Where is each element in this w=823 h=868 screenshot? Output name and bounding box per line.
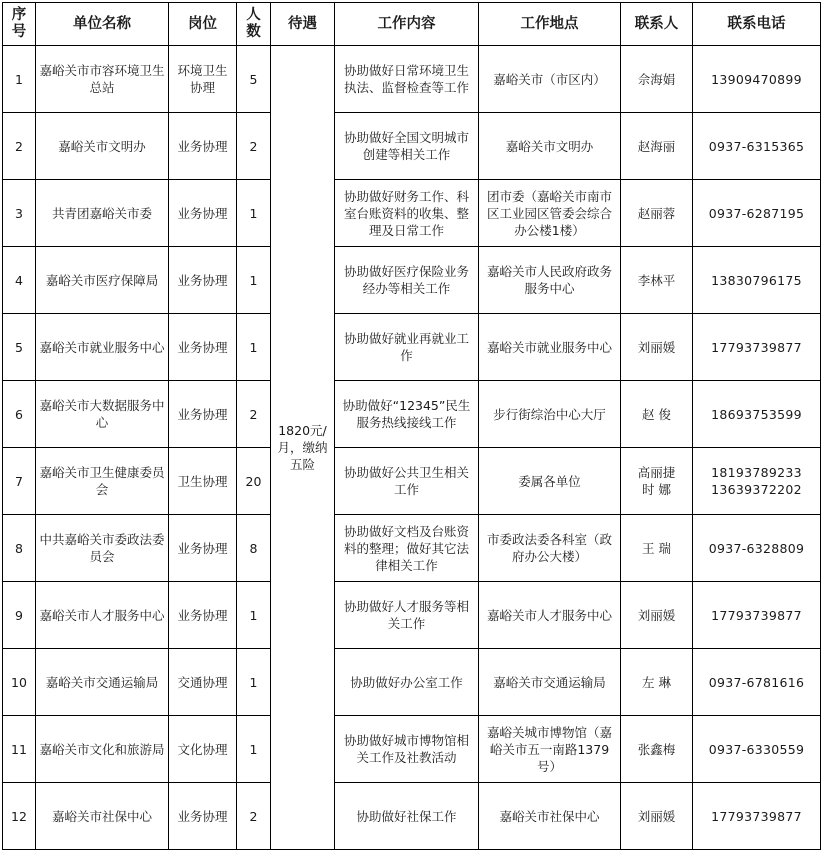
phone-line: 13639372202 [711, 482, 802, 497]
cell-post: 环境卫生协理 [169, 46, 237, 113]
cell-count: 2 [237, 381, 271, 448]
table-row [3, 783, 821, 850]
cell-phone [693, 448, 821, 515]
table-row [3, 314, 821, 381]
cell-content: 协助做好办公室工作 [335, 649, 479, 716]
cell-location: 嘉峪关市人民政府政务服务中心 [479, 247, 621, 314]
cell-post: 业务协理 [169, 314, 237, 381]
cell-location: 嘉峪关城市博物馆（嘉峪关市五一南路1379号） [479, 716, 621, 783]
table-row [3, 381, 821, 448]
table-row [3, 46, 821, 113]
contact-line: 时 娜 [642, 482, 671, 497]
cell-phone: 0937-6328809 [693, 515, 821, 582]
cell-post: 业务协理 [169, 247, 237, 314]
phone-line: 18193789233 [711, 465, 802, 480]
cell-count: 1 [237, 716, 271, 783]
cell-contact: 赵 俊 [621, 381, 693, 448]
cell-contact: 赵丽蓉 [621, 180, 693, 247]
table-row [3, 515, 821, 582]
cell-contact: 刘丽媛 [621, 582, 693, 649]
cell-content: 协助做好社保工作 [335, 783, 479, 850]
cell-unit: 嘉峪关市文明办 [36, 113, 169, 180]
cell-location: 步行街综治中心大厅 [479, 381, 621, 448]
cell-post: 业务协理 [169, 381, 237, 448]
cell-contact [621, 448, 693, 515]
cell-contact: 刘丽媛 [621, 314, 693, 381]
cell-unit: 嘉峪关市社保中心 [36, 783, 169, 850]
cell-unit: 嘉峪关市文化和旅游局 [36, 716, 169, 783]
cell-no: 9 [3, 582, 36, 649]
cell-location: 嘉峪关市社保中心 [479, 783, 621, 850]
cell-no: 3 [3, 180, 36, 247]
cell-post: 业务协理 [169, 515, 237, 582]
cell-count: 1 [237, 582, 271, 649]
cell-location: 嘉峪关市就业服务中心 [479, 314, 621, 381]
cell-location: 市委政法委各科室（政府办公大楼） [479, 515, 621, 582]
cell-location: 嘉峪关市（市区内） [479, 46, 621, 113]
cell-post: 业务协理 [169, 582, 237, 649]
cell-unit: 嘉峪关市大数据服务中心 [36, 381, 169, 448]
cell-location: 嘉峪关市交通运输局 [479, 649, 621, 716]
cell-content: 协助做好全国文明城市创建等相关工作 [335, 113, 479, 180]
cell-unit: 嘉峪关市市容环境卫生总站 [36, 46, 169, 113]
cell-count: 1 [237, 180, 271, 247]
cell-count: 5 [237, 46, 271, 113]
table-row [3, 448, 821, 515]
header-content: 工作内容 [335, 3, 479, 46]
cell-unit: 嘉峪关市交通运输局 [36, 649, 169, 716]
header-row [3, 3, 821, 46]
cell-contact: 李林平 [621, 247, 693, 314]
contact-line: 高丽捷 [637, 465, 676, 480]
cell-phone: 17793739877 [693, 582, 821, 649]
cell-no: 12 [3, 783, 36, 850]
cell-no: 7 [3, 448, 36, 515]
cell-no: 8 [3, 515, 36, 582]
cell-content: 协助做好财务工作、科室台账资料的收集、整理及日常工作 [335, 180, 479, 247]
cell-unit: 嘉峪关市医疗保障局 [36, 247, 169, 314]
cell-count: 8 [237, 515, 271, 582]
cell-location: 团市委（嘉峪关市南市区工业园区管委会综合办公楼1楼） [479, 180, 621, 247]
header-phone: 联系电话 [693, 3, 821, 46]
cell-count: 1 [237, 649, 271, 716]
cell-post: 业务协理 [169, 180, 237, 247]
cell-no: 2 [3, 113, 36, 180]
cell-unit: 嘉峪关市就业服务中心 [36, 314, 169, 381]
cell-unit: 嘉峪关市卫生健康委员会 [36, 448, 169, 515]
cell-contact: 张鑫梅 [621, 716, 693, 783]
cell-phone: 13909470899 [693, 46, 821, 113]
header-count: 人数 [237, 3, 271, 46]
cell-unit: 共青团嘉峪关市委 [36, 180, 169, 247]
recruitment-table [2, 2, 821, 850]
cell-phone: 0937-6330559 [693, 716, 821, 783]
cell-phone: 18693753599 [693, 381, 821, 448]
cell-content: 协助做好“12345”民生服务热线接线工作 [335, 381, 479, 448]
cell-no: 11 [3, 716, 36, 783]
cell-content: 协助做好就业再就业工作 [335, 314, 479, 381]
cell-unit: 嘉峪关市人才服务中心 [36, 582, 169, 649]
header-unit: 单位名称 [36, 3, 169, 46]
cell-phone: 0937-6287195 [693, 180, 821, 247]
header-salary: 待遇 [271, 3, 335, 46]
cell-content: 协助做好人才服务等相关工作 [335, 582, 479, 649]
cell-location: 嘉峪关市文明办 [479, 113, 621, 180]
cell-phone: 17793739877 [693, 783, 821, 850]
cell-post: 业务协理 [169, 783, 237, 850]
cell-contact: 佘海娟 [621, 46, 693, 113]
cell-count: 1 [237, 247, 271, 314]
cell-count: 2 [237, 113, 271, 180]
cell-contact: 左 琳 [621, 649, 693, 716]
cell-location: 委属各单位 [479, 448, 621, 515]
cell-content: 协助做好公共卫生相关工作 [335, 448, 479, 515]
cell-content: 协助做好文档及台账资料的整理；做好其它法律相关工作 [335, 515, 479, 582]
cell-no: 1 [3, 46, 36, 113]
header-post: 岗位 [169, 3, 237, 46]
cell-content: 协助做好医疗保险业务经办等相关工作 [335, 247, 479, 314]
header-no: 序号 [3, 3, 36, 46]
cell-post: 业务协理 [169, 113, 237, 180]
cell-no: 4 [3, 247, 36, 314]
cell-location: 嘉峪关市人才服务中心 [479, 582, 621, 649]
cell-no: 10 [3, 649, 36, 716]
table-row [3, 180, 821, 247]
cell-count: 1 [237, 314, 271, 381]
cell-post: 文化协理 [169, 716, 237, 783]
cell-contact: 王 瑞 [621, 515, 693, 582]
cell-post: 交通协理 [169, 649, 237, 716]
cell-salary: 1820元/月，缴纳五险 [271, 46, 335, 850]
table-row [3, 113, 821, 180]
table-row [3, 247, 821, 314]
cell-unit: 中共嘉峪关市委政法委员会 [36, 515, 169, 582]
cell-phone: 13830796175 [693, 247, 821, 314]
cell-content: 协助做好日常环境卫生执法、监督检查等工作 [335, 46, 479, 113]
cell-count: 20 [237, 448, 271, 515]
header-location: 工作地点 [479, 3, 621, 46]
cell-phone: 0937-6315365 [693, 113, 821, 180]
cell-no: 6 [3, 381, 36, 448]
table-row [3, 716, 821, 783]
header-contact: 联系人 [621, 3, 693, 46]
cell-count: 2 [237, 783, 271, 850]
cell-contact: 刘丽媛 [621, 783, 693, 850]
cell-content: 协助做好城市博物馆相关工作及社教活动 [335, 716, 479, 783]
cell-phone: 0937-6781616 [693, 649, 821, 716]
table-row [3, 649, 821, 716]
cell-contact: 赵海丽 [621, 113, 693, 180]
cell-no: 5 [3, 314, 36, 381]
cell-phone: 17793739877 [693, 314, 821, 381]
cell-post: 卫生协理 [169, 448, 237, 515]
table-row [3, 582, 821, 649]
